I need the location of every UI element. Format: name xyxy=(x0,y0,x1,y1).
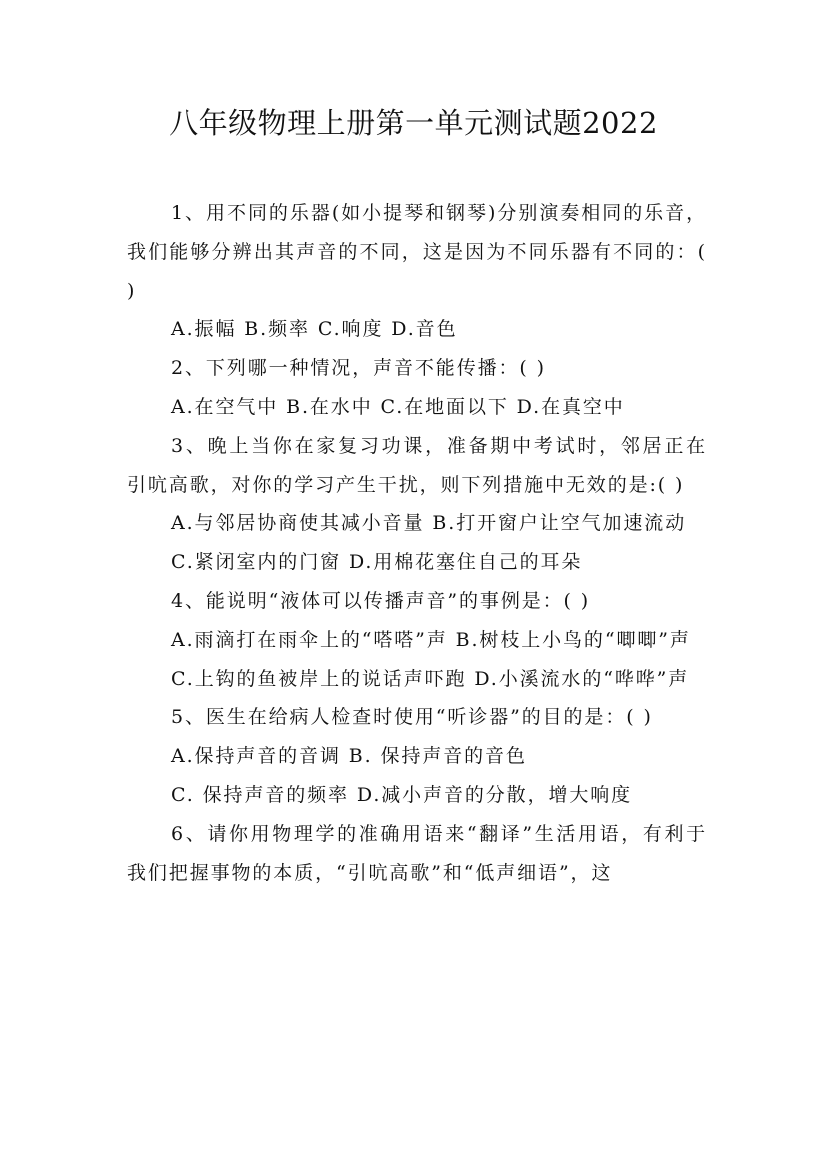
question-1-options: A.振幅 B.频率 C.响度 D.音色 xyxy=(171,318,458,341)
document-title: 八年级物理上册第一单元测试题2022 xyxy=(169,106,658,140)
question-5-options-cd: C. 保持声音的频率 D.减小声音的分散，增大响度 xyxy=(171,783,633,806)
question-2-stem: 2、下列哪一种情况，声音不能传播：( ) xyxy=(171,357,546,380)
question-4-options-cd: C.上钩的鱼被岸上的说话声吓跑 D.小溪流水的“哗哗”声 xyxy=(171,667,690,690)
question-4-options-ab: A.雨滴打在雨伞上的“嗒嗒”声 B.树枝上小鸟的“唧唧”声 xyxy=(171,628,691,651)
question-3-options-cd: C.紧闭室内的门窗 D.用棉花塞住自己的耳朵 xyxy=(171,551,583,574)
question-5-options-ab: A.保持声音的音调 B. 保持声音的音色 xyxy=(171,745,527,768)
document-body xyxy=(127,194,707,892)
question-6-stem: 6、请你用物理学的准确用语来“翻译”生活用语，有利于我们把握事物的本质，“引吭高歌”和“低声细语”，这 xyxy=(127,822,707,884)
question-2-options: A.在空气中 B.在水中 C.在地面以下 D.在真空中 xyxy=(171,395,625,418)
question-3-options-ab: A.与邻居协商使其减小音量 B.打开窗户让空气加速流动 xyxy=(171,512,687,535)
question-3-stem: 3、晚上当你在家复习功课，准备期中考试时，邻居正在引吭高歌，对你的学习产生干扰，则下列措施中无效的是:( ) xyxy=(127,434,707,496)
question-5-stem: 5、医生在给病人检查时使用“听诊器”的目的是：( ) xyxy=(171,706,653,729)
question-4-stem: 4、能说明“液体可以传播声音”的事例是：( ) xyxy=(171,589,591,612)
question-1-stem: 1、用不同的乐器(如小提琴和钢琴)分别演奏相同的乐音，我们能够分辨出其声音的不同，这是因为不同乐器有不同的：( ) xyxy=(127,202,707,302)
